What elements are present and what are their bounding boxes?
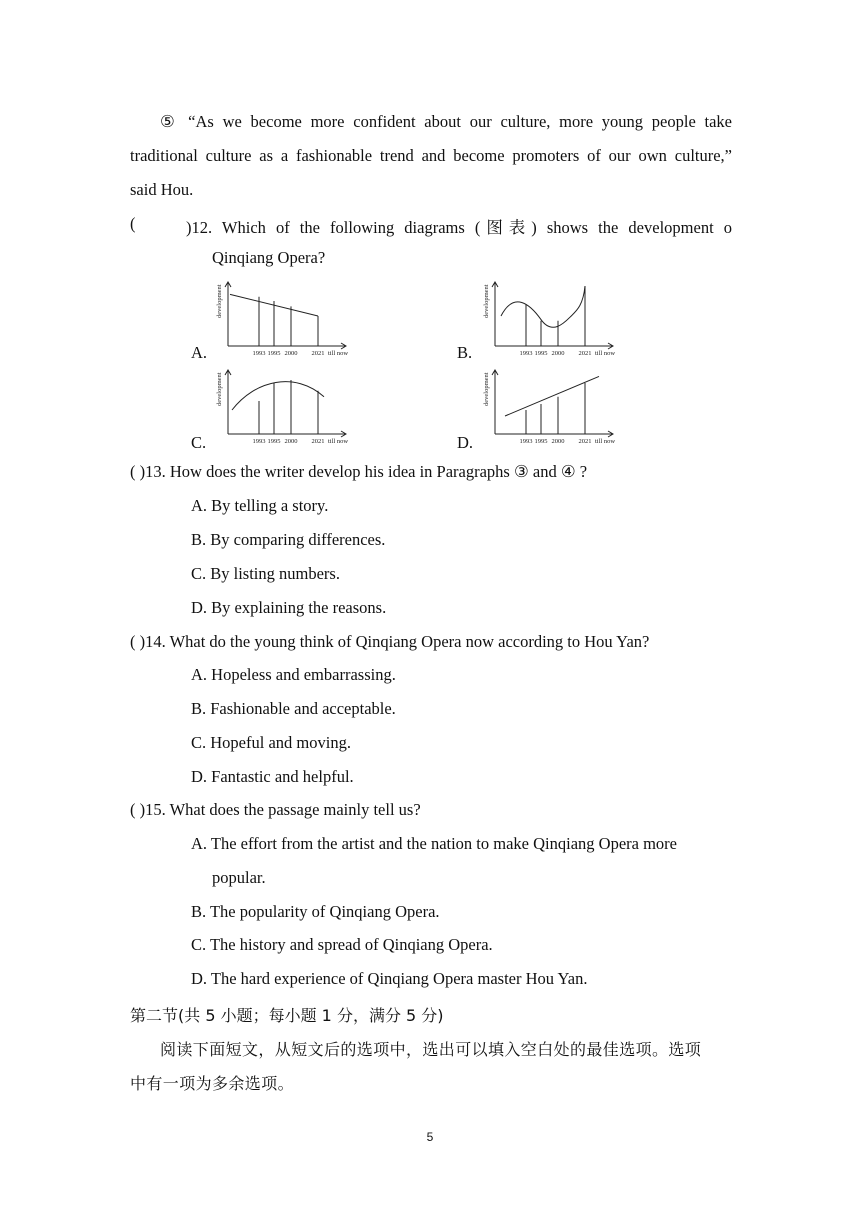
chart-d-ylabel: development: [483, 372, 490, 406]
q13-stem: ( )13. How does the writer develop his idea in Paragraphs ③ and ④ ?: [130, 462, 588, 481]
section-2-heading: 第二节(共 5 小题；每小题 1 分，满分 5 分): [130, 1006, 444, 1025]
q15-option-c: C. The history and spread of Qinqiang Opera.: [191, 935, 493, 954]
section-2-instruction-line-2: 中有一项为多余选项。: [130, 1074, 295, 1093]
paragraph-5-line-1: ⑤ “As we become more confident about our culture, more young people take: [160, 112, 732, 131]
chart-b-tick-end: till now: [595, 350, 616, 357]
q12-stem-line-1: )12. Which of the following diagrams (图表) shows the development o: [186, 218, 732, 237]
chart-c-svg: [212, 366, 362, 448]
q13-option-a: A. By telling a story.: [191, 496, 329, 515]
chart-a-svg: [212, 278, 362, 360]
q15-option-a-line-1: A. The effort from the artist and the nation to make Qinqiang Opera more: [191, 834, 677, 853]
q14-option-b: B. Fashionable and acceptable.: [191, 699, 396, 718]
chart-d-tick-end: till now: [595, 438, 616, 445]
q12-option-a-letter: A.: [191, 343, 208, 362]
chart-a-tick-end: till now: [328, 350, 349, 357]
chart-d-svg: [479, 366, 629, 448]
chart-b-svg: [479, 278, 629, 360]
q14-option-d: D. Fantastic and helpful.: [191, 767, 354, 786]
chart-d-tick-2021: 2021: [578, 438, 592, 445]
chart-b-tick-2021: 2021: [578, 350, 592, 357]
chart-d: [479, 366, 629, 448]
q12-option-d-letter: D.: [457, 433, 474, 452]
chart-b-tick-1993: 1993: [519, 350, 533, 357]
chart-a-tick-2021: 2021: [311, 350, 325, 357]
q15-stem: ( )15. What does the passage mainly tell us?: [130, 800, 421, 819]
paragraph-5-line-3: said Hou.: [130, 180, 194, 199]
section-2-instruction-line-1: 阅读下面短文，从短文后的选项中，选出可以填入空白处的最佳选项。选项: [160, 1040, 702, 1059]
chart-c-ylabel: development: [216, 372, 223, 406]
page-number: 5: [426, 1130, 434, 1144]
chart-a-tick-2000: 2000: [284, 350, 298, 357]
chart-d-tick-1995: 1995: [534, 438, 548, 445]
chart-d-tick-1993: 1993: [519, 438, 533, 445]
q14-option-c: C. Hopeful and moving.: [191, 733, 351, 752]
chart-b-series-line: [501, 286, 585, 327]
q15-option-a-line-2: popular.: [212, 868, 266, 887]
paragraph-5-line-2: traditional culture as a fashionable trend and become promoters of our own culture,”: [130, 146, 732, 165]
chart-c-tick-1995: 1995: [267, 438, 281, 445]
q13-option-b: B. By comparing differences.: [191, 530, 386, 549]
chart-a-tick-1993: 1993: [252, 350, 266, 357]
chart-a: [212, 278, 362, 360]
chart-b-ylabel: development: [483, 284, 490, 318]
chart-c-tick-2021: 2021: [311, 438, 325, 445]
chart-a-ylabel: development: [216, 284, 223, 318]
chart-a-tick-1995: 1995: [267, 350, 281, 357]
chart-c: [212, 366, 362, 448]
chart-b-tick-2000: 2000: [551, 350, 565, 357]
chart-c-tick-end: till now: [328, 438, 349, 445]
q14-option-a: A. Hopeless and embarrassing.: [191, 665, 396, 684]
chart-c-series-line: [232, 382, 324, 410]
q14-stem: ( )14. What do the young think of Qinqiang Opera now according to Hou Yan?: [130, 632, 650, 651]
q12-option-c-letter: C.: [191, 433, 207, 452]
chart-c-tick-2000: 2000: [284, 438, 298, 445]
q15-option-d: D. The hard experience of Qinqiang Opera master Hou Yan.: [191, 969, 588, 988]
q13-option-d: D. By explaining the reasons.: [191, 598, 387, 617]
q12-option-b-letter: B.: [457, 343, 473, 362]
chart-b-tick-1995: 1995: [534, 350, 548, 357]
q12-paren: (: [130, 214, 136, 233]
q12-stem-line-2: Qinqiang Opera?: [212, 248, 326, 267]
q13-option-c: C. By listing numbers.: [191, 564, 340, 583]
chart-b: [479, 278, 629, 360]
chart-c-tick-1993: 1993: [252, 438, 266, 445]
q15-option-b: B. The popularity of Qinqiang Opera.: [191, 902, 440, 921]
chart-d-tick-2000: 2000: [551, 438, 565, 445]
